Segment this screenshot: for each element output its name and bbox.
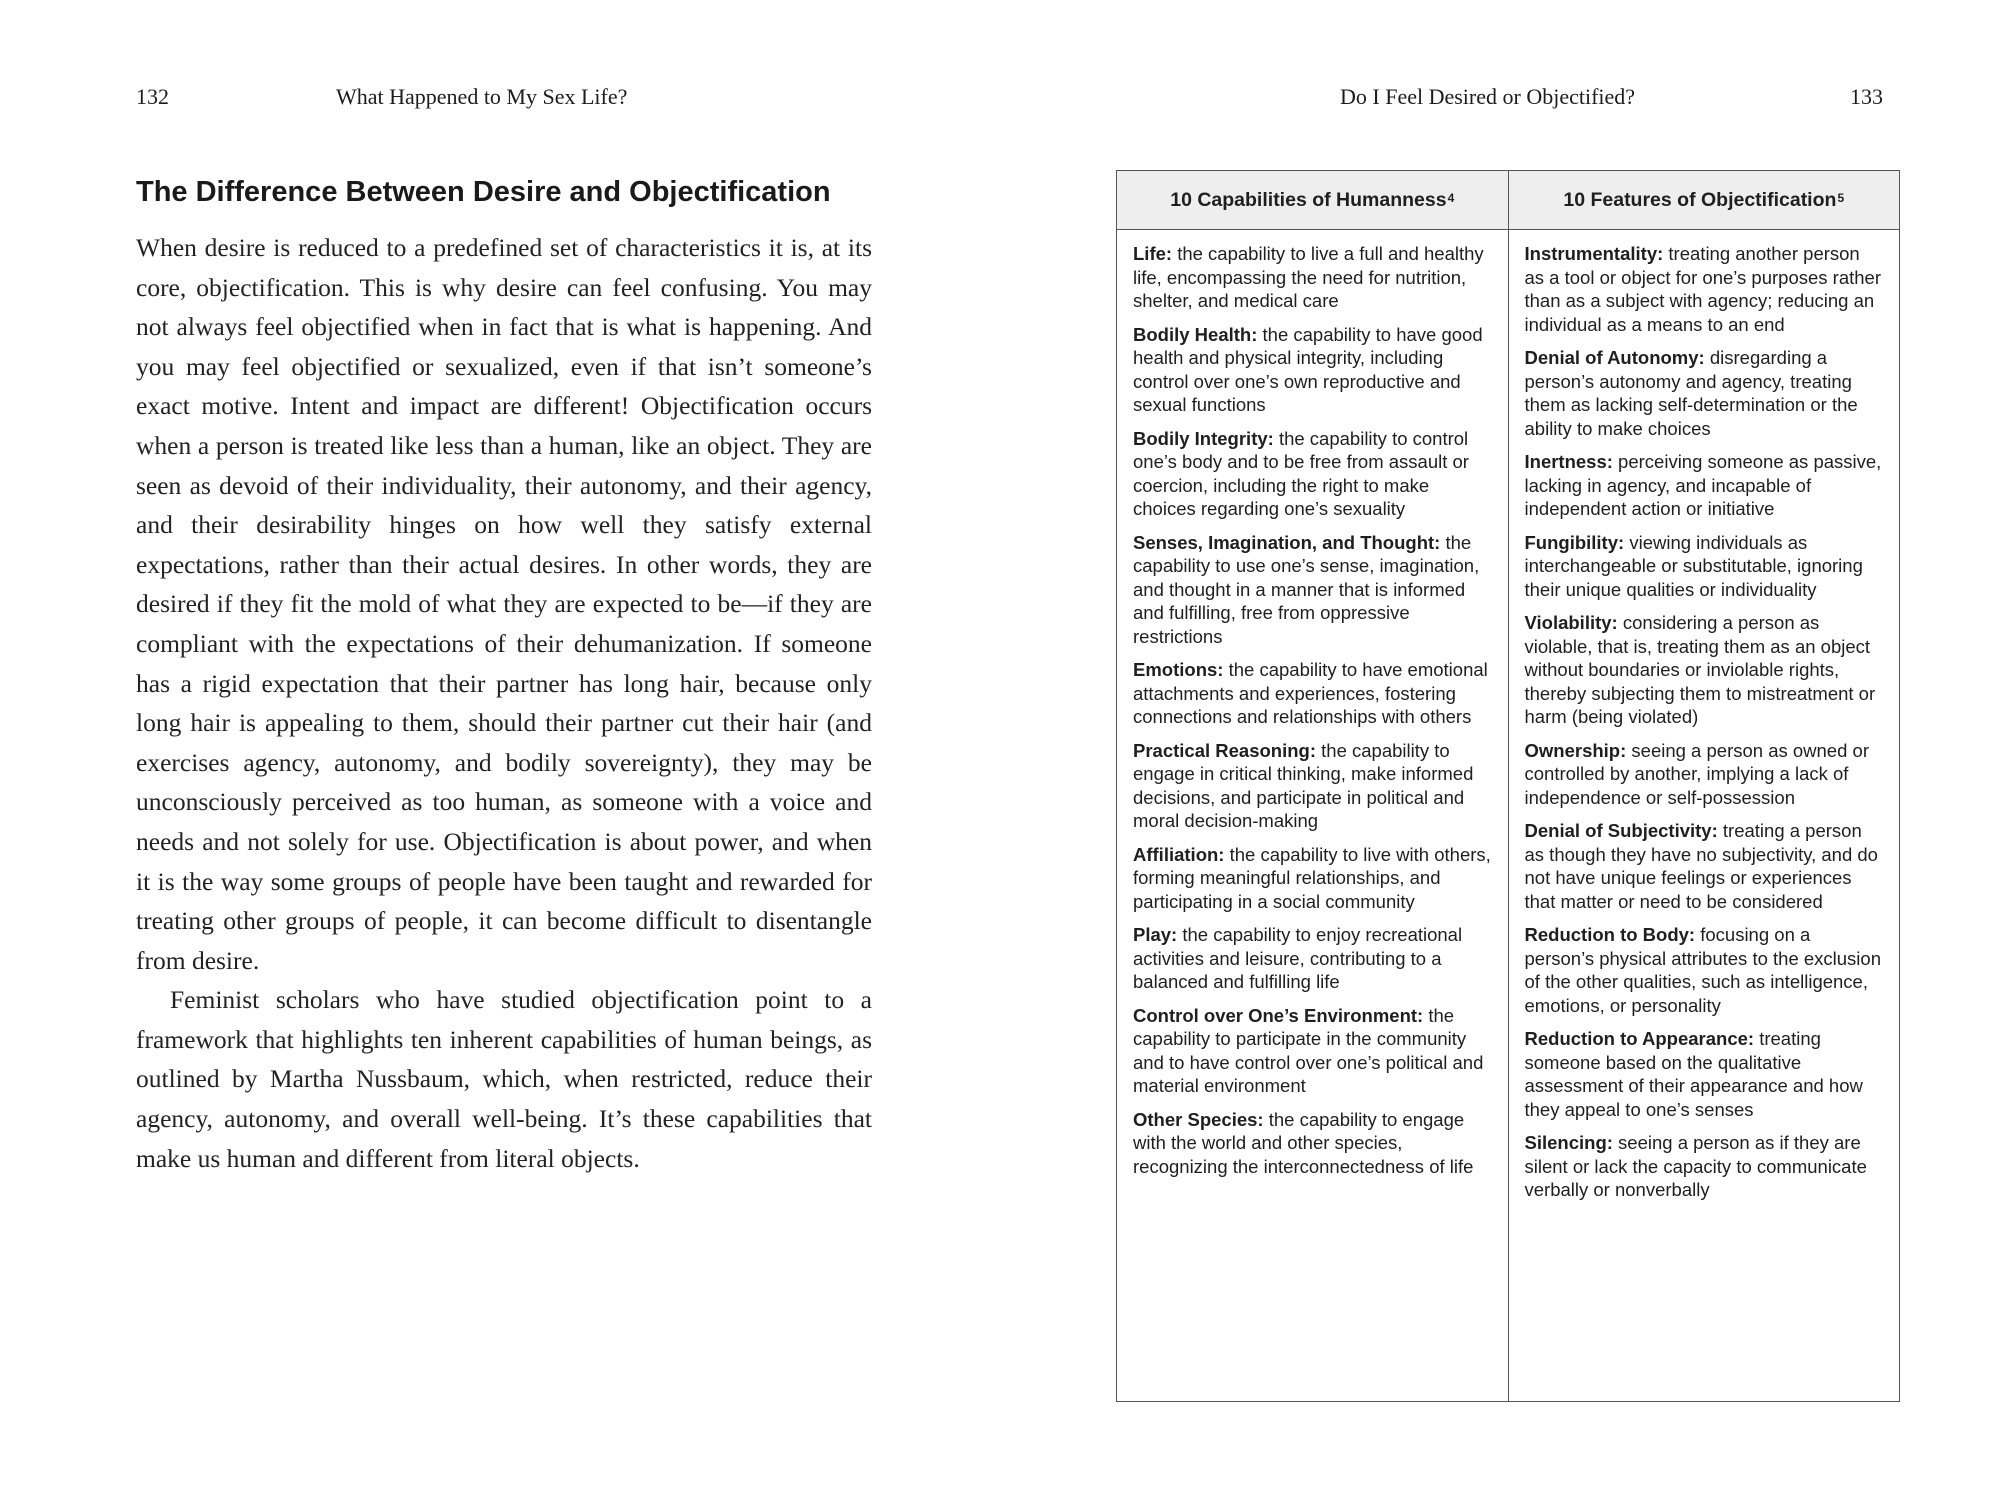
feature-entry bbox=[1525, 346, 1884, 440]
capability-term: Bodily Health: bbox=[1133, 323, 1258, 345]
feature-entry bbox=[1525, 923, 1884, 1017]
features-column bbox=[1508, 230, 1900, 1401]
capability-entry bbox=[1133, 843, 1492, 914]
capability-term: Life: bbox=[1133, 243, 1173, 264]
feature-text: viewing individuals as interchangeable or substitutable, ignoring their unique qualities or individuality bbox=[1524, 531, 1863, 600]
feature-text: treating someone based on the qualitative assessment of their appearance and how they appeal to one’s senses bbox=[1524, 1028, 1863, 1120]
capability-term: Control over One’s Environment: bbox=[1133, 1004, 1424, 1026]
feature-text: disregarding a person’s autonomy and agency, treating them as lacking self-determination or the ability to make choices bbox=[1524, 347, 1858, 439]
feature-term: Fungibility: bbox=[1524, 531, 1625, 553]
header-features-label: 10 Features of Objectification bbox=[1563, 188, 1837, 211]
capability-term: Practical Reasoning: bbox=[1133, 739, 1317, 761]
page-number-right: 133 bbox=[1850, 84, 1883, 109]
footnote-ref-4[interactable]: 4 bbox=[1447, 191, 1455, 205]
capability-term: Affiliation: bbox=[1133, 843, 1225, 865]
capability-text: the capability to have good health and physical integrity, including control over one’s own reproductive and sexual functions bbox=[1133, 323, 1483, 415]
feature-term: Denial of Autonomy: bbox=[1524, 347, 1705, 368]
capability-entry bbox=[1133, 531, 1492, 649]
capability-text: the capability to engage with the world and other species, recognizing the interconnectedness of life bbox=[1133, 1108, 1474, 1177]
table-body bbox=[1117, 230, 1899, 1401]
capability-term: Other Species: bbox=[1133, 1108, 1264, 1130]
feature-entry bbox=[1525, 819, 1884, 913]
paragraph-1: When desire is reduced to a predefined set of characteristics it is, at its core, objectification. This is why desire can feel confusing. You may not always feel objectified when in fact that is what is happening. And you may feel objectified or sexualized, even if that isn’t someone’s exact motive. Intent and impact are different! Objectification occurs when a person is treated like less than a human, like an object. They are seen as devoid of their individuality, their autonomy, and their agency, and their desirability hinges on how well they satisfy external expectations, rather than their actual desires. In other words, they are desired if they fit the mold of what they are expected to be—if they are compliant with the expectations of their dehumanization. If someone has a rigid expectation that their partner has long hair, because only long hair is appealing to them, should their partner cut their hair (and exercises agency, autonomy, and bodily sovereignty), they may be unconsciously perceived as too human, as someone with a voice and needs and not solely for use. Objectification is about power, and when it is the way some groups of people have been taught and rewarded for treating other groups of people, it can become difficult to disentangle from desire. bbox=[136, 233, 872, 975]
capability-text: the capability to participate in the community and to have control over one’s political and material environment bbox=[1133, 1004, 1484, 1096]
capability-entry bbox=[1133, 923, 1492, 994]
capabilities-column bbox=[1117, 230, 1508, 1401]
capability-entry bbox=[1133, 323, 1492, 417]
capability-entry bbox=[1133, 242, 1492, 313]
page-number-left: 132 bbox=[136, 84, 169, 109]
capability-entry bbox=[1133, 1004, 1492, 1098]
feature-entry bbox=[1525, 1027, 1884, 1121]
paragraph-2: Feminist scholars who have studied objectification point to a framework that highlights ten inherent capabilities of human beings, as outlined by Martha Nussbaum, which, when restricted, reduce their agency, autonomy, and overall well-being. It’s these capabilities that make us human and different from literal objects. bbox=[136, 985, 872, 1173]
feature-term: Ownership: bbox=[1524, 739, 1627, 761]
feature-text: treating a person as though they have no subjectivity, and do not have unique feelings or experiences that matter or need to be considered bbox=[1524, 820, 1878, 912]
capability-text: the capability to use one’s sense, imagination, and thought in a manner that is informed and fulfilling, free from oppressive restrictions bbox=[1133, 531, 1480, 647]
feature-entry bbox=[1525, 531, 1884, 602]
capability-text: the capability to have emotional attachments and experiences, fostering connections and relationships with others bbox=[1133, 659, 1488, 727]
capability-term: Emotions: bbox=[1133, 659, 1224, 680]
feature-text: treating another person as a tool or object for one’s purposes rather than as a subject with agency; reducing an individual as a means to an end bbox=[1524, 243, 1882, 335]
capability-text: the capability to live a full and healthy life, encompassing the need for nutrition, shelter, and medical care bbox=[1133, 243, 1484, 311]
feature-entry bbox=[1525, 450, 1884, 521]
capability-entry bbox=[1133, 658, 1492, 729]
feature-text: perceiving someone as passive, lacking in agency, and incapable of independent action or initiative bbox=[1524, 451, 1882, 519]
comparison-table bbox=[1116, 170, 1900, 1402]
capability-entry bbox=[1133, 1108, 1492, 1179]
feature-text: seeing a person as owned or controlled by another, implying a lack of independence or self-possession bbox=[1524, 739, 1869, 808]
body-text bbox=[136, 228, 872, 1178]
feature-term: Denial of Subjectivity: bbox=[1524, 820, 1718, 841]
capability-term: Play: bbox=[1133, 924, 1178, 945]
feature-text: focusing on a person’s physical attributes to the exclusion of the other qualities, such as intelligence, emotions, or personality bbox=[1524, 924, 1881, 1016]
feature-term: Inertness: bbox=[1524, 451, 1613, 472]
capability-text: the capability to enjoy recreational activities and leisure, contributing to a balanced and fulfilling life bbox=[1133, 924, 1463, 992]
capability-term: Senses, Imagination, and Thought: bbox=[1133, 531, 1441, 553]
header-features bbox=[1508, 171, 1900, 229]
capability-entry bbox=[1133, 739, 1492, 833]
feature-term: Reduction to Appearance: bbox=[1524, 1028, 1755, 1049]
feature-term: Silencing: bbox=[1524, 1132, 1613, 1153]
section-heading: The Difference Between Desire and Objectification bbox=[136, 176, 831, 208]
capability-term: Bodily Integrity: bbox=[1133, 427, 1274, 449]
capability-entry bbox=[1133, 427, 1492, 521]
feature-term: Violability: bbox=[1524, 612, 1618, 633]
footnote-ref-5[interactable]: 5 bbox=[1837, 191, 1845, 205]
feature-entry bbox=[1525, 1131, 1884, 1202]
feature-text: considering a person as violable, that is, treating them as an object without boundaries or inviolable rights, thereby subjecting them to mistreatment or harm (being violated) bbox=[1524, 612, 1876, 727]
header-capabilities bbox=[1117, 171, 1508, 229]
running-title-right: Do I Feel Desired or Objectified? bbox=[1340, 84, 1636, 109]
capability-text: the capability to control one’s body and to be free from assault or coercion, including the right to make choices regarding one’s sexuality bbox=[1133, 427, 1469, 519]
feature-text: seeing a person as if they are silent or lack the capacity to communicate verbally or nonverbally bbox=[1524, 1132, 1867, 1200]
capability-text: the capability to engage in critical thinking, make informed decisions, and participate in political and moral decision-making bbox=[1133, 739, 1474, 831]
feature-term: Instrumentality: bbox=[1524, 243, 1664, 264]
capability-text: the capability to live with others, forming meaningful relationships, and participating in a social community bbox=[1133, 843, 1491, 912]
feature-entry bbox=[1525, 739, 1884, 810]
feature-term: Reduction to Body: bbox=[1524, 924, 1696, 945]
table-header-row bbox=[1117, 171, 1899, 230]
feature-entry bbox=[1525, 242, 1884, 336]
feature-entry bbox=[1525, 611, 1884, 729]
right-page bbox=[1000, 0, 2000, 1500]
header-capabilities-label: 10 Capabilities of Humanness bbox=[1170, 188, 1447, 211]
running-title-left: What Happened to My Sex Life? bbox=[336, 84, 628, 109]
